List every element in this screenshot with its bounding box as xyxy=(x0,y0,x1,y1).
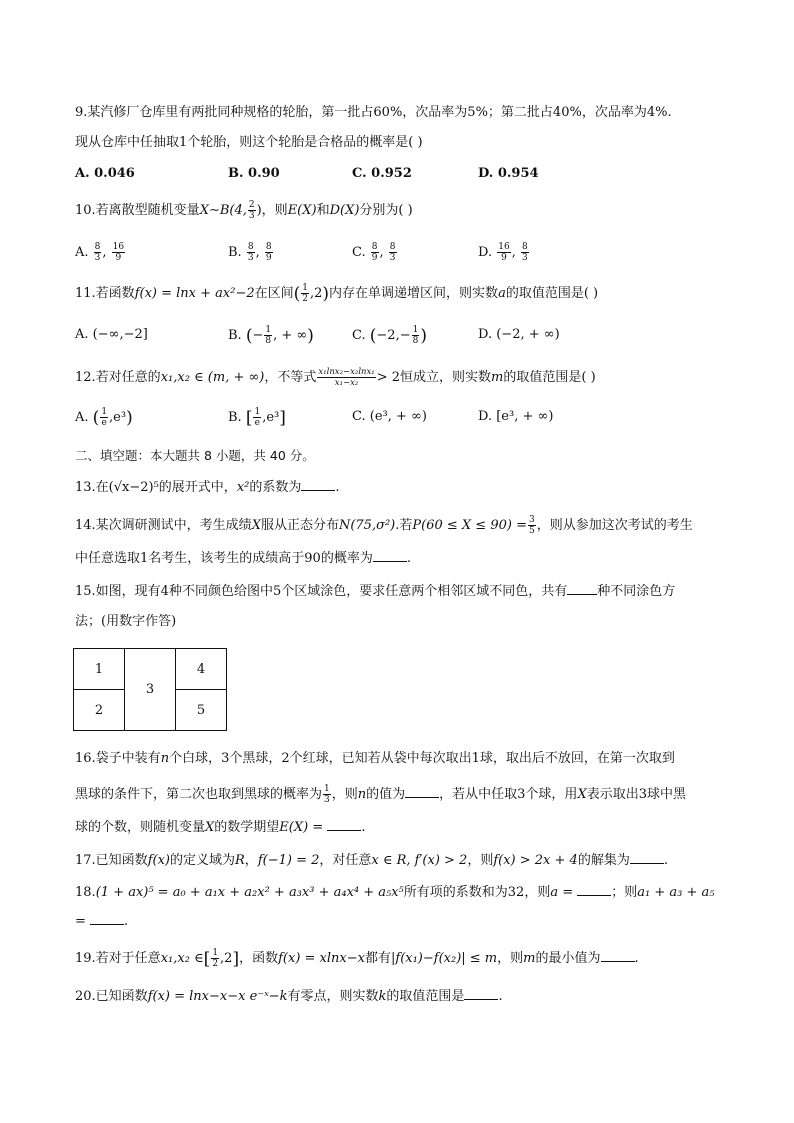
q13-blank[interactable] xyxy=(301,478,335,491)
q11-option-a: A. (−∞,−2] xyxy=(75,327,148,342)
q15-line1: 15.如图，现有4种不同颜色给图中5个区域涂色，要求任意两个相邻区域不同色，共有 种不同涂色方 xyxy=(75,584,676,599)
q10-suffix1: )，则 xyxy=(256,203,288,218)
region-2: 2 xyxy=(74,690,125,731)
region-4: 4 xyxy=(176,649,227,690)
q11-option-d: D. (−2, + ∞) xyxy=(478,327,560,342)
q9-option-b: B. 0.90 xyxy=(228,166,280,181)
q10-suffix2: 分别为( ) xyxy=(359,203,413,218)
q14-line2: 中任意选取1名考生，该考生的成绩高于90的概率为 . xyxy=(75,551,411,566)
q11-option-c: C. (−2,− $\frac{1}{8}$ ) xyxy=(352,325,427,346)
q9-option-a: A. 0.046 xyxy=(75,166,135,181)
q11-stem: 11.若函数f(x) = lnx + ax²−2在区间( $\frac{1}{2}$ ,2)内存在单调递增区间，则实数a的取值范围是( ) xyxy=(75,283,599,304)
q9-option-d: D. 0.954 xyxy=(478,166,539,181)
q12-option-c: C. (e³, + ∞) xyxy=(352,409,427,424)
q15-line2: 法；(用数字作答) xyxy=(75,614,177,629)
q17-blank[interactable] xyxy=(630,851,664,864)
q10-expr2: D(X) xyxy=(329,203,360,218)
q10-dist: ∼B(4, xyxy=(208,203,247,218)
q18-blank-2[interactable] xyxy=(90,912,124,925)
q20-blank[interactable] xyxy=(464,987,498,1000)
q9-line2: 现从仓库中任抽取1个轮胎，则这个轮胎是合格品的概率是( ) xyxy=(75,135,423,150)
q12-option-d: D. [e³, + ∞) xyxy=(478,409,554,424)
q10-option-c: C. $\frac{8}{9}$ , $\frac{8}{3}$ xyxy=(352,242,396,263)
q14-line1: 14.某次调研测试中，考生成绩X服从正态分布N(75,σ²).若P(60 ≤ X ≤ 90) = $\frac{3}{5}$ ，则从参加这次考试的考生 xyxy=(75,515,693,536)
q16-blank-2[interactable] xyxy=(327,818,361,831)
q10-var: X xyxy=(199,203,209,218)
q10-frac: $\frac{2}{3}$ xyxy=(248,200,255,221)
region-3: 3 xyxy=(125,649,176,731)
q20-stem: 20.已知函数f(x) = lnx−x−x e⁻ˣ−k有零点，则实数k的取值范围是 . xyxy=(75,989,503,1004)
q10-stem xyxy=(75,200,413,221)
region-diagram xyxy=(73,648,227,731)
q18-line1: 18.(1 + ax)⁵ = a₀ + a₁x + a₂x² + a₃x³ + a₄x⁴ + a₅x⁵所有项的系数和为32，则a = ；则a₁ + a₃ + a₅ xyxy=(75,885,715,900)
region-5: 5 xyxy=(176,690,227,731)
q19-stem: 19.若对于任意x₁,x₂ ∈[ $\frac{1}{2}$ ,2]，函数f(x) = xlnx−x都有|f(x₁)−f(x₂)| ≤ m，则m的最小值为 . xyxy=(75,948,639,969)
q10-and: 和 xyxy=(316,203,330,218)
q12-option-b: B. [ $\frac{1}{e}$ ,e³] xyxy=(228,407,286,428)
q18-blank-1[interactable] xyxy=(577,883,611,896)
q18-line2: = . xyxy=(75,914,129,929)
q10-option-b: B. $\frac{8}{3}$ , $\frac{8}{9}$ xyxy=(228,242,272,263)
q16-line3: 球的个数，则随机变量X的数学期望E(X) = . xyxy=(75,820,366,835)
q16-line1: 16.袋子中装有n个白球，3个黑球，2个红球，已知若从袋中每次取出1球，取出后不放回，在第一次取到 xyxy=(75,751,675,766)
q14-blank[interactable] xyxy=(373,549,407,562)
q9-line1: 9.某汽修厂仓库里有两批同种规格的轮胎，第一批占60%，次品率为5%；第二批占40%，次品率为4%. xyxy=(75,105,672,120)
q11-option-b: B. (− $\frac{1}{8}$ , + ∞) xyxy=(228,325,314,346)
q10-prefix: 10.若离散型随机变量 xyxy=(75,203,200,218)
q17-stem: 17.已知函数f(x)的定义域为R，f(−1) = 2，对任意x ∈ R, f′(x) > 2，则f(x) > 2x + 4的解集为 . xyxy=(75,853,668,868)
q10-option-a: A. $\frac{8}{3}$ , $\frac{16}{9}$ xyxy=(75,242,125,263)
q13-stem: 13.在(√x−2)⁵的展开式中，x²的系数为 . xyxy=(75,480,340,495)
q16-blank-1[interactable] xyxy=(405,785,439,798)
q16-line2: 黑球的条件下，第二次也取到黑球的概率为 $\frac{1}{3}$ ，则n的值为 ，若从中任取3个球，用X表示取出3球中黑 xyxy=(75,784,686,805)
q19-blank[interactable] xyxy=(601,949,635,962)
q12-option-a: A. ( $\frac{1}{e}$ ,e³) xyxy=(75,407,133,428)
q10-expr: E(X) xyxy=(287,203,317,218)
region-1: 1 xyxy=(74,649,125,690)
q10-option-d: D. $\frac{16}{9}$ , $\frac{8}{3}$ xyxy=(478,242,528,263)
q15-blank[interactable] xyxy=(567,582,597,595)
section-title: 二、填空题：本大题共 8 小题，共 40 分。 xyxy=(75,448,315,463)
q9-option-c: C. 0.952 xyxy=(352,166,412,181)
q12-stem: 12.若对任意的x₁,x₂ ∈ (m, + ∞)，不等式 $\frac{\text{x₁lnx₂−x₂lnx₁}}{\text{x₁−x₂}}$ > 2恒成立，则实数m的取值范围是( ) xyxy=(75,367,596,388)
